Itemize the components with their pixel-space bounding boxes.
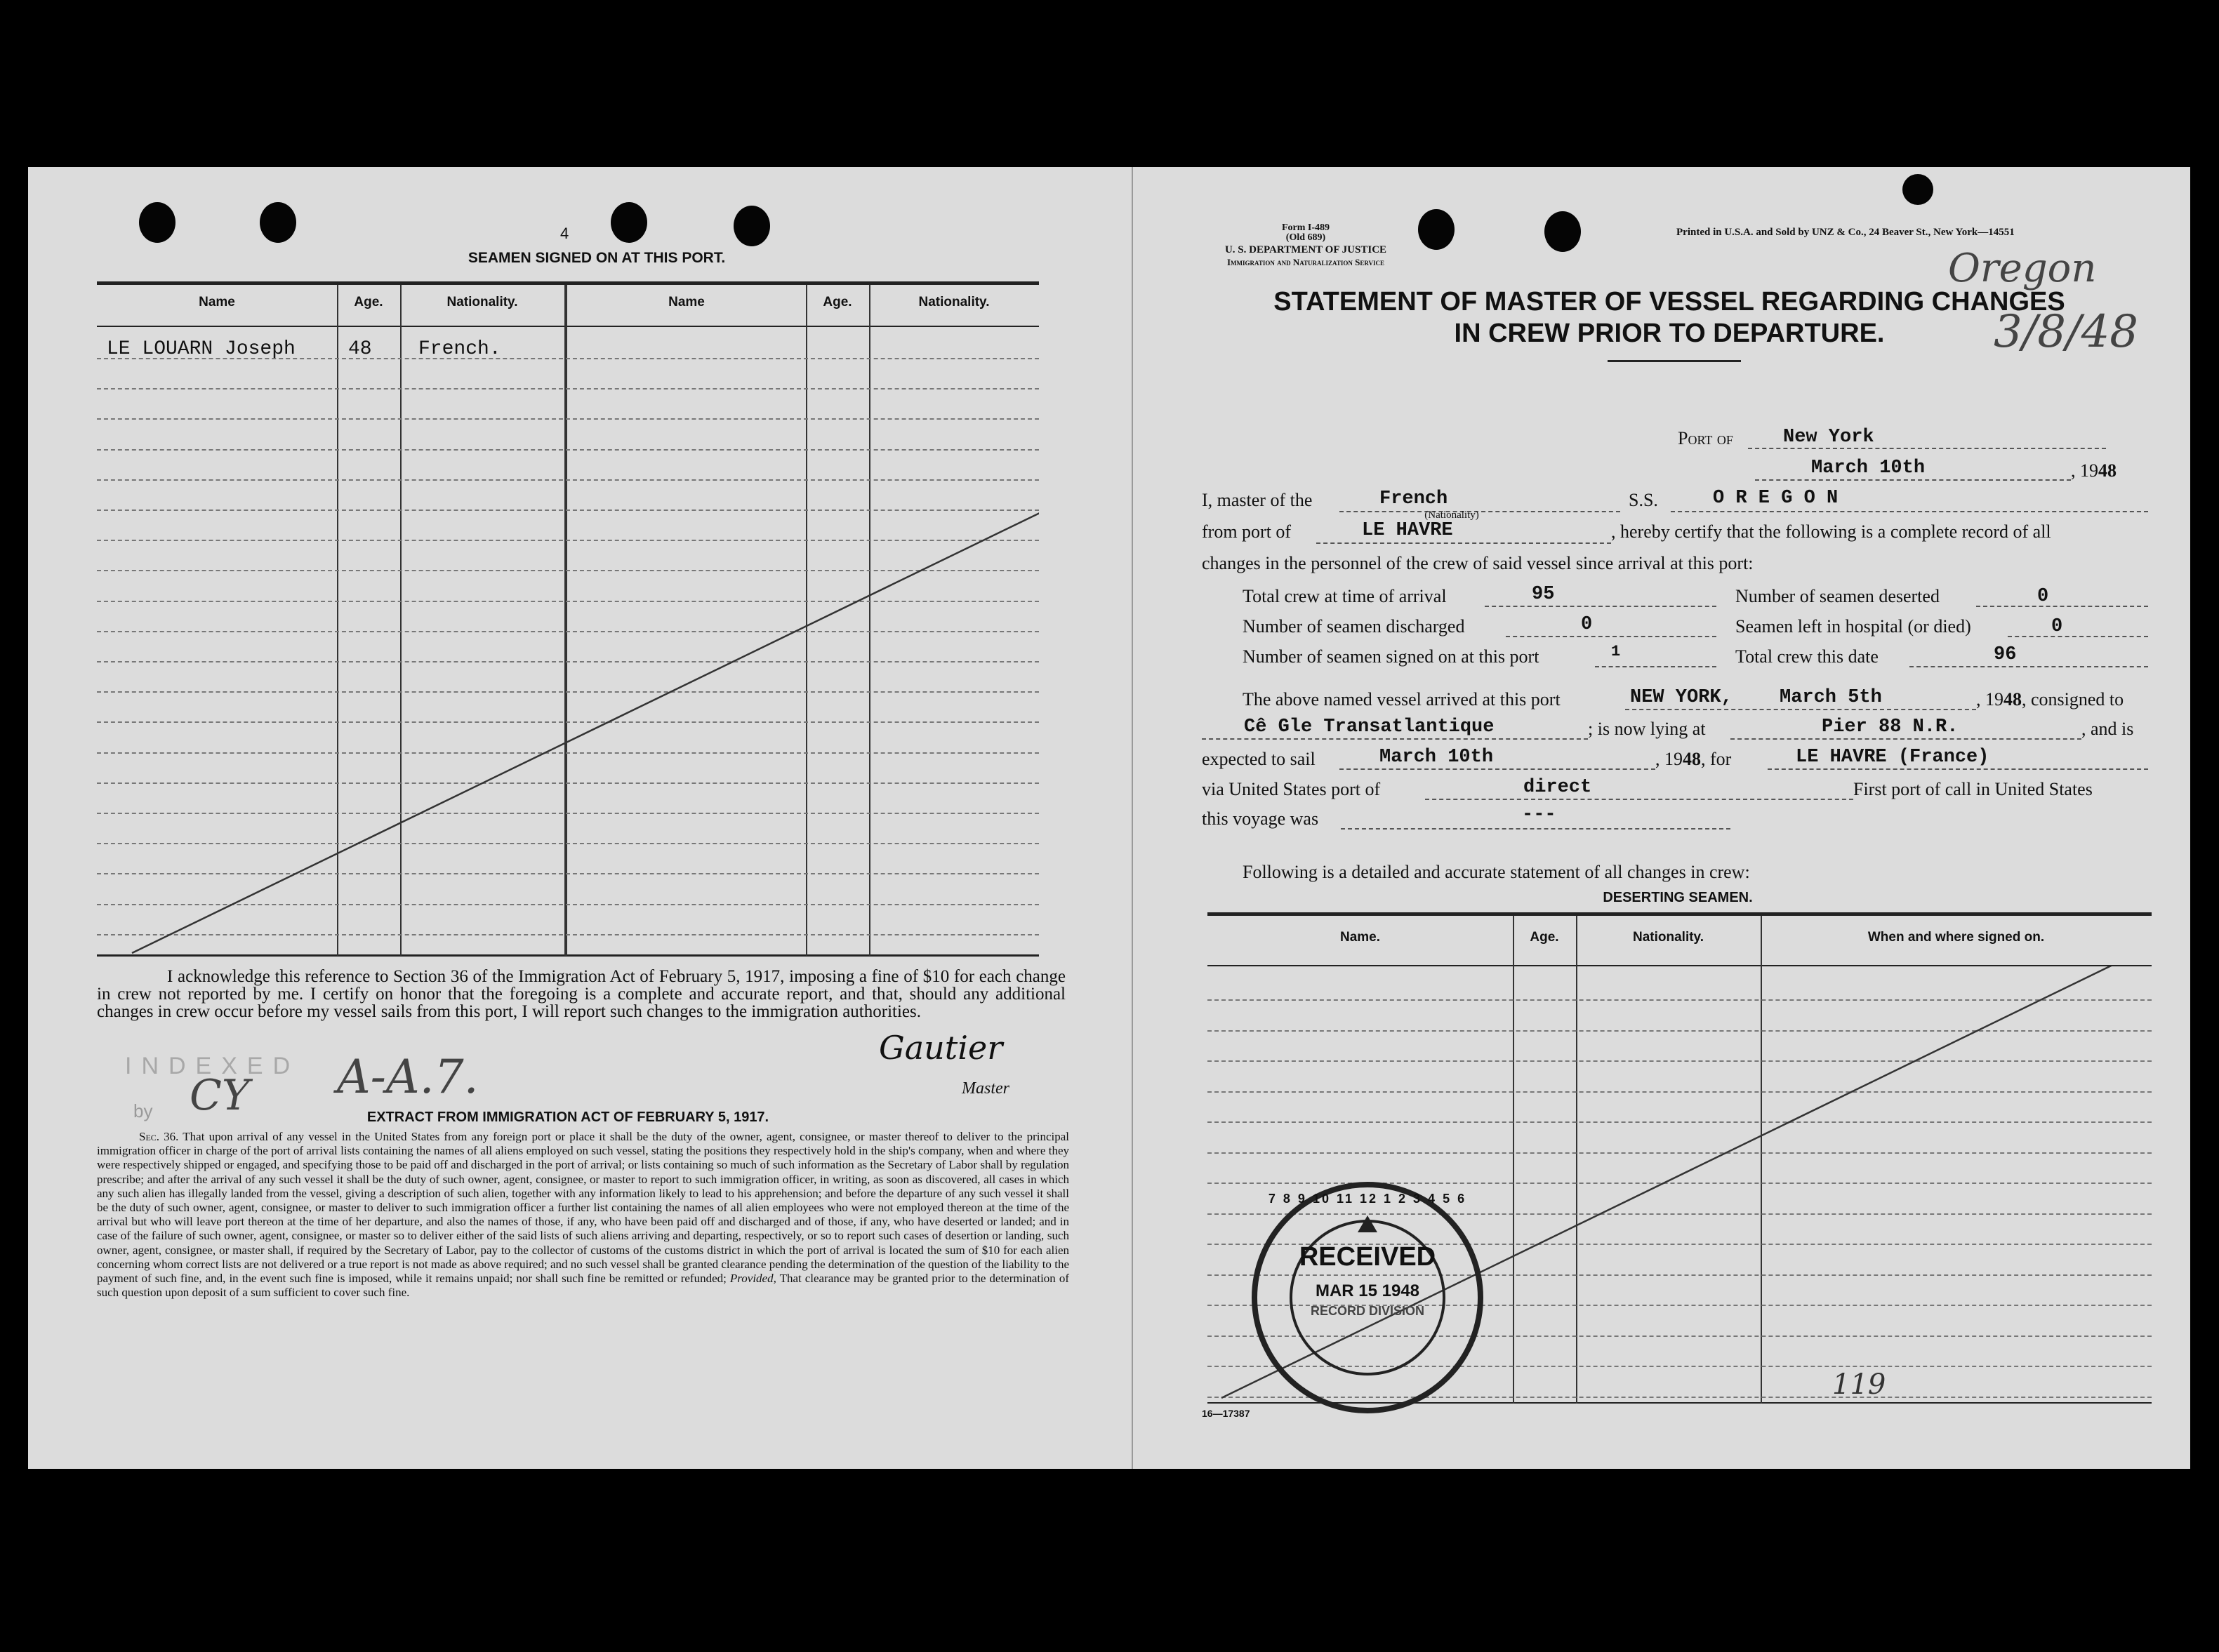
nationality-value: French [1379, 488, 1448, 509]
column-header-nationality: Nationality. [918, 295, 990, 309]
law-provided: Provided, [729, 1272, 776, 1286]
port-dotted-line [1748, 448, 2106, 449]
handwritten-page-number: 119 [1832, 1368, 1886, 1401]
master-signature: Gautier [879, 1029, 1003, 1067]
expected-text: expected to sail [1202, 749, 1316, 769]
lying-text: ; is now lying at [1588, 719, 1706, 739]
stamp-division: RECORD DIVISION [1310, 1304, 1425, 1318]
sail-date: March 10th [1379, 747, 1494, 768]
acknowledgement-text: I acknowledge this reference to Section 36 of the Immigration Act of February 5, 1917, imposing a fine of $10 for each change in crew not reported by me. I certify on honor that the foregoing is a complete and accurate report, and that, should any additional changes in crew occur before my vessel sails from this port, I will report such changes to the immigration authorities. [97, 967, 1066, 1021]
punch-hole [611, 202, 647, 243]
punch-hole [1544, 211, 1581, 252]
column-header-when-where: When and where signed on. [1867, 930, 2045, 945]
handwritten-ship-name: Oregon [1948, 246, 2097, 291]
date-year-value: 48 [2098, 460, 2117, 481]
total-crew-date-label: Total crew this date [1735, 646, 1879, 667]
arrived-date: March 5th [1780, 687, 1882, 708]
sail-year-prefix: , 19 [1655, 749, 1683, 769]
punch-hole [260, 202, 296, 243]
document-scan [28, 167, 2190, 1469]
vessel-name: O R E G O N [1713, 488, 1839, 509]
deserted-count: 0 [2037, 586, 2049, 607]
arrow-up-icon [1358, 1215, 1377, 1232]
via-text: via United States port of [1202, 779, 1381, 799]
indexed-stamp: INDEXED [125, 1053, 300, 1079]
master-of-label: I, master of the [1202, 490, 1313, 510]
punch-hole [734, 206, 770, 246]
total-crew-arrival-label: Total crew at time of arrival [1243, 586, 1447, 606]
discharged-count: 0 [1581, 614, 1593, 635]
punch-hole [1902, 174, 1933, 205]
first-port-text: First port of call in United States [1853, 779, 2093, 799]
via-port: direct [1523, 777, 1592, 798]
stamp-received: RECEIVED [1299, 1242, 1436, 1272]
dotted-line [1768, 768, 2148, 770]
date-year-prefix: , 19 [2071, 460, 2098, 481]
dotted-line [1341, 828, 1730, 830]
dotted-line [1909, 666, 2148, 667]
form-old: (Old 689) [1285, 232, 1326, 243]
department: U. S. DEPARTMENT OF JUSTICE [1224, 244, 1387, 255]
clerk-initials: CY [190, 1071, 250, 1120]
destination: LE HAVRE (France) [1796, 747, 1989, 768]
voyage-text: this voyage was [1202, 808, 1319, 829]
column-header-nationality: Nationality. [1633, 930, 1704, 945]
total-crew-date: 96 [1994, 644, 2017, 665]
column-header-name: Name. [1339, 930, 1381, 945]
sail-year-value: 48 [1683, 749, 1701, 769]
service: Immigration and Naturalization Service [1226, 257, 1385, 267]
column-header-age: Age. [1530, 930, 1559, 945]
dotted-line [1425, 799, 1853, 800]
column-header-nationality: Nationality. [446, 295, 518, 309]
following-text: Following is a detailed and accurate statement of all changes in crew: [1243, 862, 1750, 882]
port-value: New York [1783, 427, 1874, 448]
form-no: Form I-489 [1281, 222, 1330, 233]
hospital-label: Seamen left in hospital (or died) [1735, 616, 1971, 637]
vessel-dotted-line [1671, 511, 2148, 512]
dotted-line [1485, 606, 1716, 607]
law-text [97, 1130, 1069, 1300]
date-dotted-line [1755, 479, 2071, 481]
dotted-line [1625, 709, 1976, 710]
indexed-stamp-by: by [133, 1100, 153, 1121]
deserted-label: Number of seamen deserted [1735, 586, 1940, 606]
consignee: Cê Gle Transatlantique [1244, 717, 1495, 738]
and-is-text: , and is [2081, 719, 2134, 739]
column-header-name: Name [199, 295, 235, 309]
consigned-text: , consigned to [2022, 689, 2124, 710]
changes-text: changes in the personnel of the crew of said vessel since arrival at this port: [1202, 553, 1754, 573]
seaman-name: LE LOUARN Joseph [107, 338, 296, 360]
for-text: , for [1701, 749, 1732, 769]
dotted-line [1595, 666, 1716, 667]
title-underline [1608, 360, 1741, 362]
nationality-caption: (Nationality) [1424, 509, 1479, 521]
handwritten-date: 3/8/48 [1994, 306, 2138, 358]
from-port-value: LE HAVRE [1362, 520, 1453, 541]
port-label: Port of [1678, 428, 1733, 448]
stamp-date: MAR 15 1948 [1315, 1281, 1420, 1300]
ss-label: S.S. [1629, 490, 1658, 510]
signed-on-label: Number of seamen signed on at this port [1243, 646, 1539, 667]
officer-signature: A-A.7. [337, 1050, 479, 1104]
page-fold [1132, 167, 1133, 1469]
sail-year [1655, 749, 1731, 770]
from-port-label: from port of [1202, 521, 1292, 542]
hospital-count: 0 [2051, 616, 2063, 637]
column-header-name: Name [668, 295, 705, 309]
dotted-line [2008, 636, 2148, 637]
arrived-year [1976, 689, 2124, 710]
voyage-value: --- [1522, 804, 1556, 825]
stamp-ring-numbers: 7 8 9 10 11 12 1 2 3 4 5 6 [1268, 1192, 1467, 1206]
punch-hole [139, 202, 175, 243]
arrived-year-prefix: , 19 [1976, 689, 2003, 710]
law-text-proviso: That clearance may be granted prior to the determination of such question upon deposit of a sum sufficient to cover such fine. [97, 1272, 1069, 1300]
form-title [1171, 286, 2168, 349]
deserting-title: DESERTING SEAMEN. [1603, 890, 1753, 905]
printer-line: Printed in U.S.A. and Sold by UNZ & Co., 24 Beaver St., New York—14551 [1676, 227, 2015, 238]
dotted-line [1202, 738, 1588, 740]
master-label: Master [962, 1079, 1009, 1098]
table-top-rule [1207, 912, 2152, 916]
dotted-line [1976, 606, 2148, 607]
date-value: March 10th [1811, 458, 1926, 479]
seaman-nationality: French. [418, 338, 501, 360]
discharged-label: Number of seamen discharged [1243, 616, 1465, 637]
cancel-diagonal-line [97, 327, 1039, 956]
dotted-line [1730, 738, 2081, 740]
table-top-rule [97, 281, 1039, 285]
dotted-line [1506, 636, 1716, 637]
total-crew-arrival: 95 [1532, 584, 1555, 605]
form-title-line1: STATEMENT OF MASTER OF VESSEL REGARDING CHANGES [1273, 287, 2065, 317]
arrived-port: NEW YORK, [1630, 687, 1733, 708]
pier: Pier 88 N.R. [1822, 717, 1959, 738]
form-title-line2: IN CREW PRIOR TO DEPARTURE. [1454, 319, 1885, 348]
page-number: 4 [560, 225, 569, 242]
footer-code: 16—17387 [1202, 1408, 1250, 1419]
dotted-line [1339, 768, 1655, 770]
form-number [1221, 223, 1390, 243]
seaman-age: 48 [348, 338, 372, 360]
section-title: SEAMEN SIGNED ON AT THIS PORT. [468, 250, 726, 266]
arrived-year-value: 48 [2003, 689, 2022, 710]
certify-text: , hereby certify that the following is a complete record of all [1611, 521, 2051, 542]
section-label: Sec. 36. [139, 1130, 179, 1143]
arrived-text: The above named vessel arrived at this port [1243, 689, 1561, 710]
date-year [2071, 460, 2117, 481]
column-header-age: Age. [354, 295, 383, 309]
received-stamp [1252, 1182, 1483, 1413]
from-port-dotted-line [1316, 542, 1611, 544]
law-text-body: That upon arrival of any vessel in the United States from any foreign port or place it shall be the duty of the owner, agent, consignee, or master thereof to deliver to the principal immigration officer in charge of the port of arrival lists containing the names of all aliens employed on such vessel, stating the positions they respectively hold in the ship's company, when and where they were respectively shipped or engaged, and specifying those to be paid off and discharged in the port of arrival; or lists containing so much of such information as the Secretary of Labor shall by regulation prescribe; and after the arrival of any such vessel it shall be the duty of such owner, agent, consignee, or master to report to such immigration officer, in writing, as soon as discovered, all cases in which any such alien has illegally landed from the vessel, giving a description of such alien, together with any information likely to lead to his apprehension; and before the departure of any such vessel it shall be the duty of such owner, agent, consignee, or master to deliver to such immigration officer a further list containing the names of all alien employees who were not employed thereon at the time of the arrival but who will leave port thereon at the time of her departure, and also the names of those, if any, who have been paid off and discharged and of those, if any, who have deserted or landed; and in case of the failure of such owner, agent, consignee, or master so to deliver either of the said lists of such aliens arriving and departing, respectively, or so to report such cases of desertion or landing, such owner, agent, consignee, or master shall, if required by the Secretary of Labor, pay to the collector of customs of the customs district in which the port of arrival is located the sum of $10 for each alien concerning whom correct lists are not delivered or a true report is not made as above required; and no such vessel shall be granted clearance pending the determination of the question of the liability to the payment of such fine, and, in the event such fine is imposed, while it remains unpaid; nor shall such fine be remitted or refunded; [97, 1130, 1069, 1286]
signed-on-count: 1 [1611, 643, 1621, 660]
column-header-age: Age. [823, 295, 852, 309]
extract-title: EXTRACT FROM IMMIGRATION ACT OF FEBRUARY 5, 1917. [366, 1110, 769, 1125]
